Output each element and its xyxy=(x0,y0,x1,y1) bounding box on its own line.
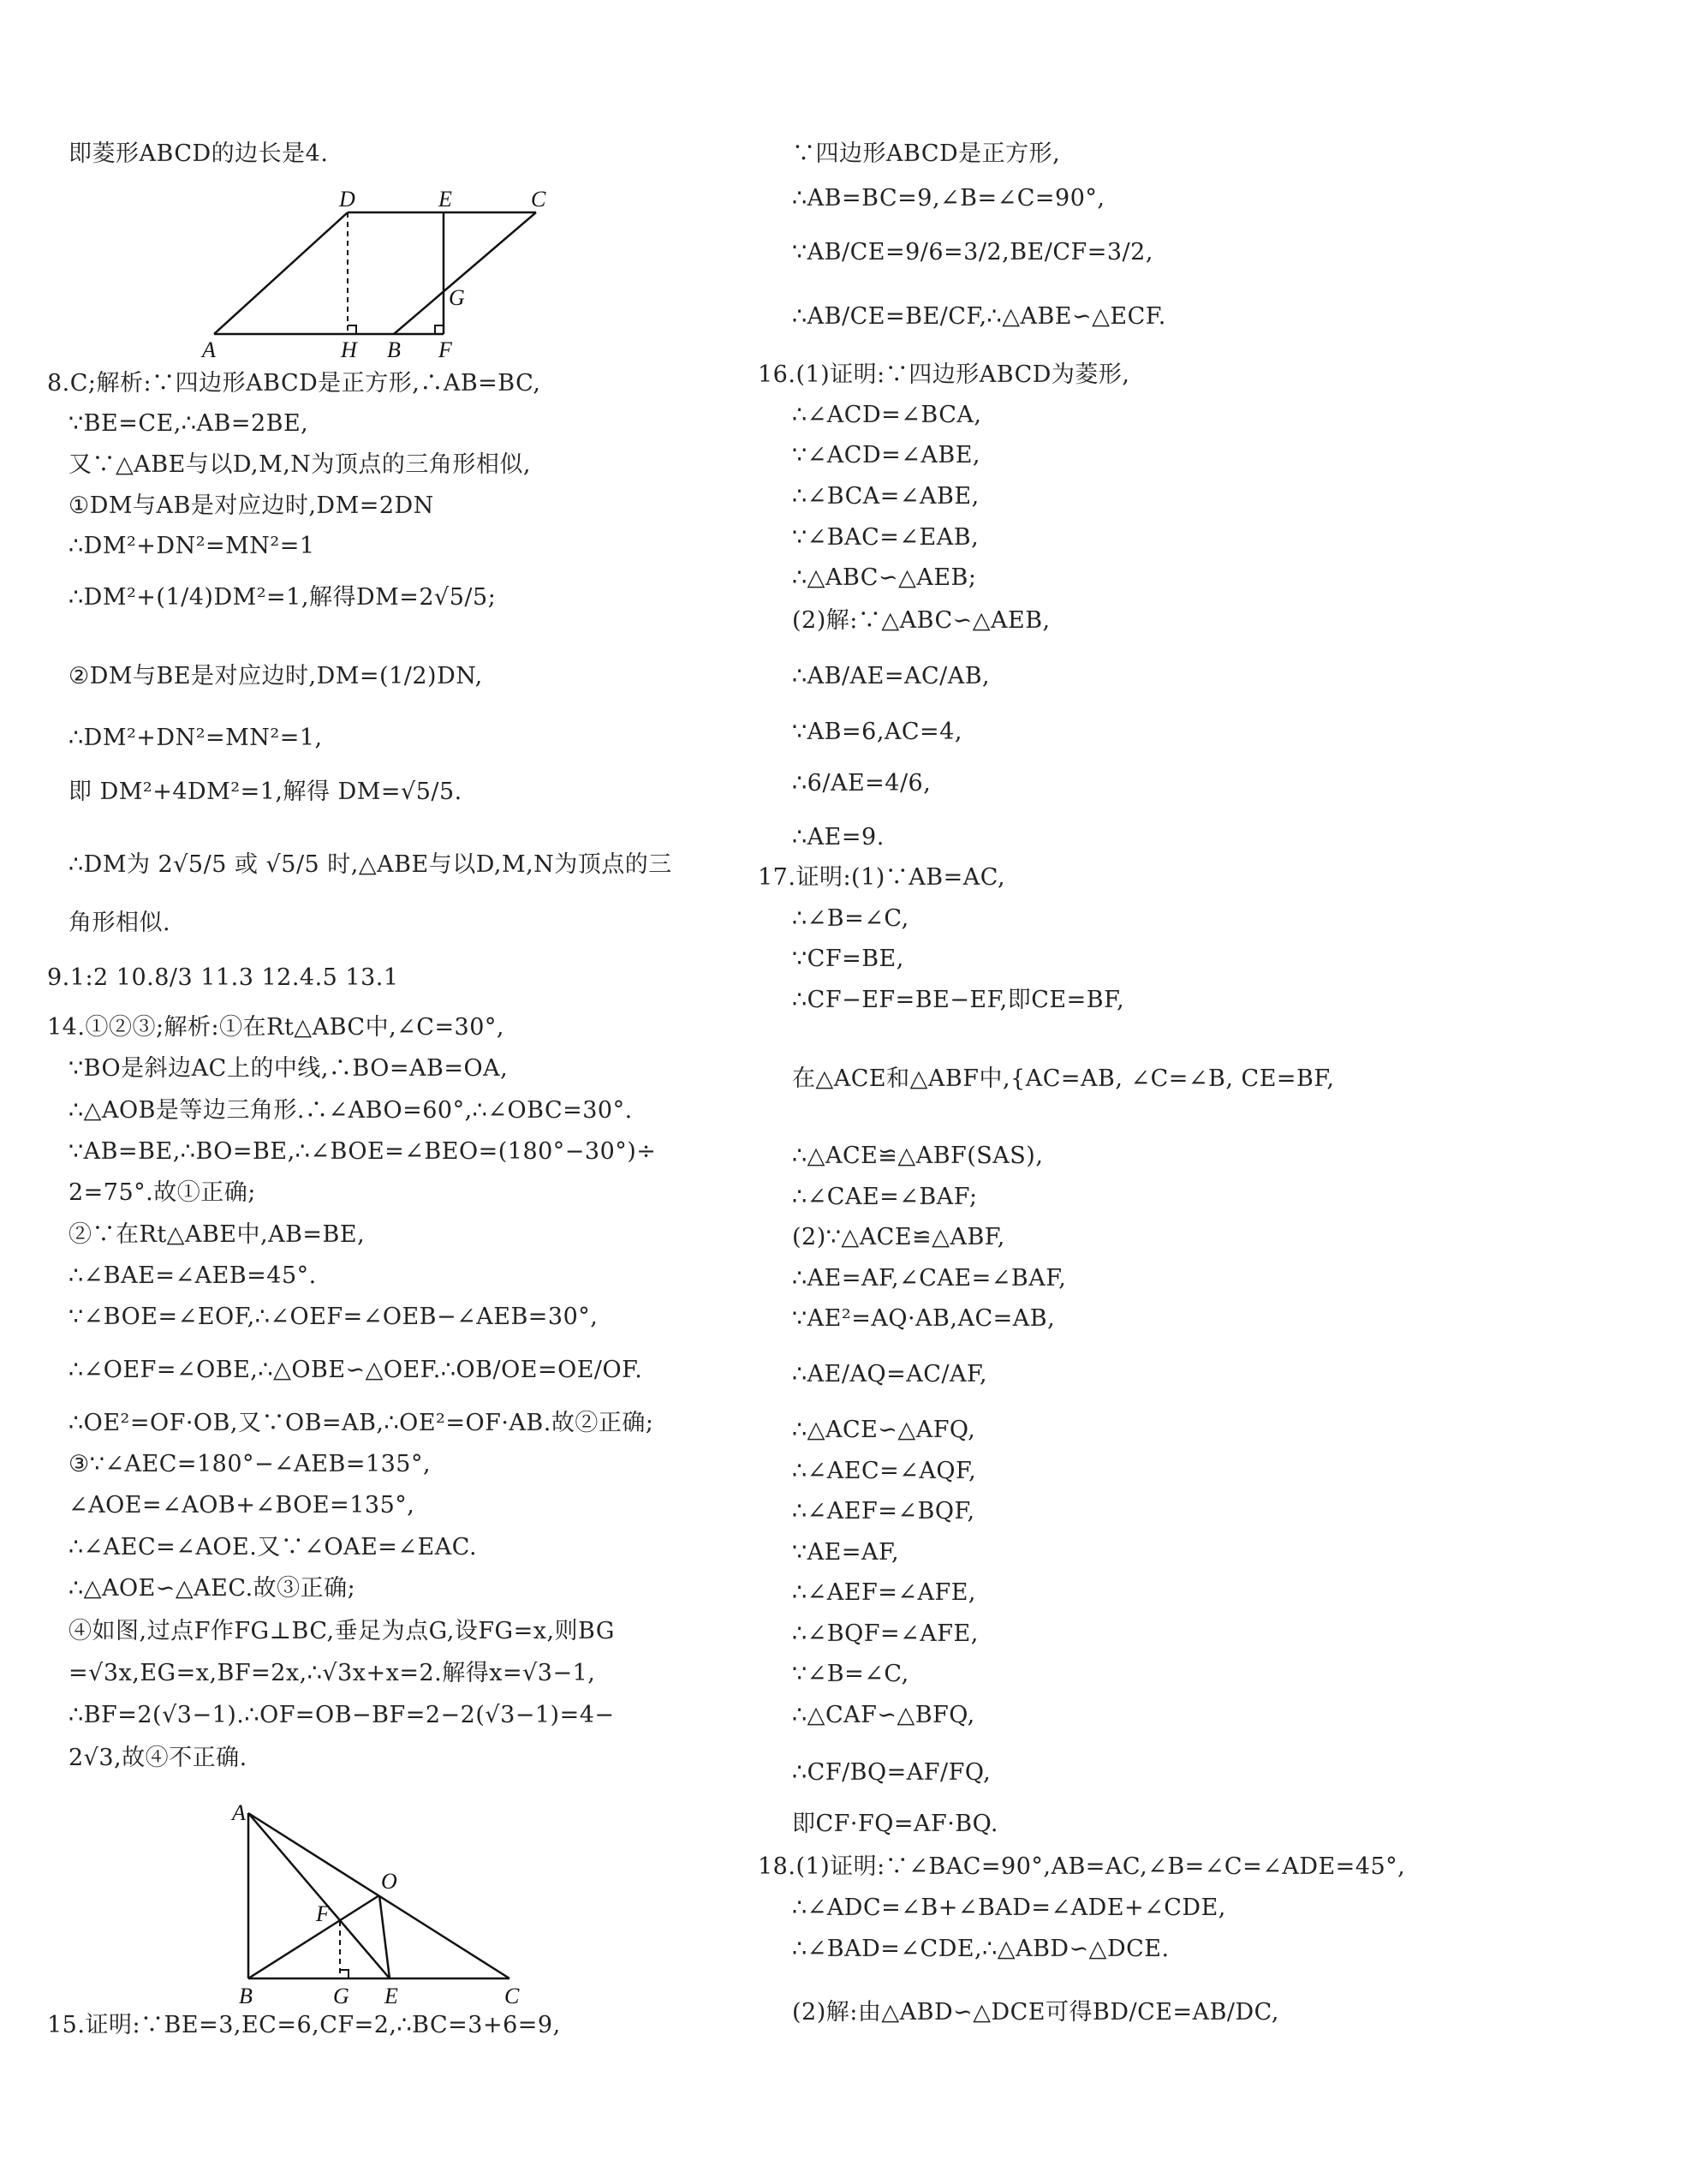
label-h: H xyxy=(341,337,357,362)
right-line-17: ∴∠B=∠C, xyxy=(792,905,909,932)
label-o: O xyxy=(381,1869,397,1894)
label-f: F xyxy=(438,337,452,362)
left-line-7: ∴DM²+(1/4)DM²=1,解得DM=2√5/5; xyxy=(69,584,497,611)
left-line-17: ∵AB=BE,∴BO=BE,∴∠BOE=∠BEO=(180°−30°)÷ xyxy=(69,1138,657,1165)
left-line-6: ∴DM²+DN²=MN²=1 xyxy=(69,533,315,559)
left-line-9: ∴DM²+DN²=MN²=1, xyxy=(69,725,323,751)
right-line-6: ∴∠ACD=∠BCA, xyxy=(792,402,982,428)
right-line-35: ∴CF/BQ=AF/FQ, xyxy=(792,1759,992,1786)
left-line-25: ∠AOE=∠AOB+∠BOE=135°, xyxy=(69,1492,415,1519)
right-line-27: ∴△ACE∽△AFQ, xyxy=(792,1417,976,1443)
figure-triangle xyxy=(227,1803,527,2008)
right-line-32: ∴∠BQF=∠AFE, xyxy=(792,1620,979,1647)
right-line-24: ∴AE=AF,∠CAE=∠BAF, xyxy=(792,1265,1067,1292)
right-line-5: 16.(1)证明:∵四边形ABCD为菱形, xyxy=(758,361,1130,388)
right-line-4: ∴AB/CE=BE/CF,∴△ABE∽△ECF. xyxy=(792,303,1166,330)
label-a: A xyxy=(232,1803,246,1825)
left-line-13: 9.1:2 10.8/3 11.3 12.4.5 13.1 xyxy=(47,964,399,991)
left-line-11: ∴DM为 2√5/5 或 √5/5 时,△ABE与以D,M,N为顶点的三 xyxy=(69,851,672,878)
left-line-24: ③∵∠AEC=180°−∠AEB=135°, xyxy=(69,1451,432,1477)
left-line-2: 8.C;解析:∵四边形ABCD是正方形,∴AB=BC, xyxy=(47,370,541,397)
right-line-36: 即CF·FQ=AF·BQ. xyxy=(792,1811,998,1837)
right-angle-f xyxy=(435,325,444,334)
right-line-1: ∵四边形ABCD是正方形, xyxy=(792,140,1061,167)
left-line-16: ∴△AOB是等边三角形.∴∠ABO=60°,∴∠OBC=30°. xyxy=(69,1097,633,1124)
right-line-37: 18.(1)证明:∵∠BAC=90°,AB=AC,∠B=∠C=∠ADE=45°, xyxy=(758,1853,1406,1880)
left-line-14: 14.①②③;解析:①在Rt△ABC中,∠C=30°, xyxy=(47,1014,505,1041)
segment-bo xyxy=(248,1895,379,1978)
right-line-9: ∵∠BAC=∠EAB, xyxy=(792,524,980,551)
right-line-3: ∵AB/CE=9/6=3/2,BE/CF=3/2, xyxy=(792,239,1153,266)
right-line-33: ∵∠B=∠C, xyxy=(792,1661,909,1687)
left-line-32: 15.证明:∵BE=3,EC=6,CF=2,∴BC=3+6=9, xyxy=(47,2012,561,2038)
edge-bc xyxy=(394,212,536,334)
right-line-39: ∴∠BAD=∠CDE,∴△ABD∽△DCE. xyxy=(792,1936,1170,1962)
right-line-22: ∴∠CAE=∠BAF; xyxy=(792,1184,978,1210)
left-line-8: ②DM与BE是对应边时,DM=(1/2)DN, xyxy=(69,663,483,689)
right-angle-g xyxy=(340,1970,349,1978)
right-line-21: ∴△ACE≌△ABF(SAS), xyxy=(792,1143,1044,1169)
label-c: C xyxy=(504,1984,520,2008)
right-line-28: ∴∠AEC=∠AQF, xyxy=(792,1458,977,1484)
left-line-26: ∴∠AEC=∠AOE.又∵∠OAE=∠EAC. xyxy=(69,1534,478,1560)
left-line-23: ∴OE²=OF·OB,又∵OB=AB,∴OE²=OF·AB.故②正确; xyxy=(69,1410,654,1436)
label-g: G xyxy=(449,285,465,310)
left-line-15: ∵BO是斜边AC上的中线,∴BO=AB=OA, xyxy=(69,1055,509,1082)
left-line-12: 角形相似. xyxy=(69,910,171,936)
right-line-10: ∴△ABC∽△AEB; xyxy=(792,564,977,591)
right-line-15: ∴AE=9. xyxy=(792,824,885,850)
right-line-13: ∵AB=6,AC=4, xyxy=(792,719,962,745)
left-line-5: ①DM与AB是对应边时,DM=2DN xyxy=(69,492,434,519)
right-line-34: ∴△CAF∽△BFQ, xyxy=(792,1702,975,1728)
right-line-29: ∴∠AEF=∠BQF, xyxy=(792,1498,975,1525)
left-line-30: ∴BF=2(√3−1).∴OF=OB−BF=2−2(√3−1)=4− xyxy=(69,1702,615,1728)
label-e: E xyxy=(438,187,452,212)
left-line-21: ∵∠BOE=∠EOF,∴∠OEF=∠OEB−∠AEB=30°, xyxy=(69,1304,599,1330)
segment-oe xyxy=(379,1895,390,1978)
left-line-20: ∴∠BAE=∠AEB=45°. xyxy=(69,1262,317,1289)
right-line-2: ∴AB=BC=9,∠B=∠C=90°, xyxy=(792,185,1105,212)
label-b: B xyxy=(387,337,401,362)
label-g: G xyxy=(333,1984,349,2008)
label-d: D xyxy=(339,187,355,212)
label-f: F xyxy=(316,1901,330,1926)
right-angle-h xyxy=(348,325,356,334)
label-e: E xyxy=(384,1984,398,2008)
right-line-14: ∴6/AE=4/6, xyxy=(792,770,932,797)
label-a: A xyxy=(202,337,216,362)
label-b: B xyxy=(239,1984,253,2008)
right-line-38: ∴∠ADC=∠B+∠BAD=∠ADE+∠CDE, xyxy=(792,1895,1226,1921)
left-line-18: 2=75°.故①正确; xyxy=(69,1179,256,1206)
right-line-16: 17.证明:(1)∵AB=AC, xyxy=(758,864,1006,891)
right-line-20: 在△ACE和△ABF中,{AC=AB, ∠C=∠B, CE=BF, xyxy=(792,1065,1335,1092)
right-line-11: (2)解:∵△ABC∽△AEB, xyxy=(792,607,1051,634)
left-line-22: ∴∠OEF=∠OBE,∴△OBE∽△OEF.∴OB/OE=OE/OF. xyxy=(69,1357,643,1383)
right-line-40: (2)解:由△ABD∽△DCE可得BD/CE=AB/DC, xyxy=(792,1999,1279,2026)
edge-ad xyxy=(214,212,348,334)
figure-parallelogram xyxy=(197,184,557,364)
segment-ae xyxy=(248,1813,390,1978)
right-line-18: ∵CF=BE, xyxy=(792,946,904,972)
right-line-23: (2)∵△ACE≌△ABF, xyxy=(792,1224,1005,1250)
right-line-7: ∵∠ACD=∠ABE, xyxy=(792,442,980,468)
left-line-1: 即菱形ABCD的边长是4. xyxy=(69,140,329,167)
left-line-3: ∵BE=CE,∴AB=2BE, xyxy=(69,410,309,437)
left-line-19: ②∵在Rt△ABE中,AB=BE, xyxy=(69,1221,366,1248)
right-line-19: ∴CF−EF=BE−EF,即CE=BF, xyxy=(792,987,1125,1013)
right-line-26: ∴AE/AQ=AC/AF, xyxy=(792,1361,988,1387)
right-line-31: ∴∠AEF=∠AFE, xyxy=(792,1579,977,1606)
left-line-10: 即 DM²+4DM²=1,解得 DM=√5/5. xyxy=(69,779,462,805)
right-line-25: ∵AE²=AQ·AB,AC=AB, xyxy=(792,1305,1056,1332)
right-line-12: ∴AB/AE=AC/AB, xyxy=(792,663,991,689)
label-c: C xyxy=(531,187,546,212)
left-line-27: ∴△AOE∽△AEC.故③正确; xyxy=(69,1575,356,1602)
left-line-29: =√3x,EG=x,BF=2x,∴√3x+x=2.解得x=√3−1, xyxy=(69,1660,596,1686)
left-line-4: 又∵△ABE与以D,M,N为顶点的三角形相似, xyxy=(69,451,532,478)
left-line-28: ④如图,过点F作FG⊥BC,垂足为点G,设FG=x,则BG xyxy=(69,1618,615,1644)
left-line-31: 2√3,故④不正确. xyxy=(69,1745,247,1771)
right-line-8: ∴∠BCA=∠ABE, xyxy=(792,483,980,510)
right-line-30: ∵AE=AF, xyxy=(792,1539,900,1566)
